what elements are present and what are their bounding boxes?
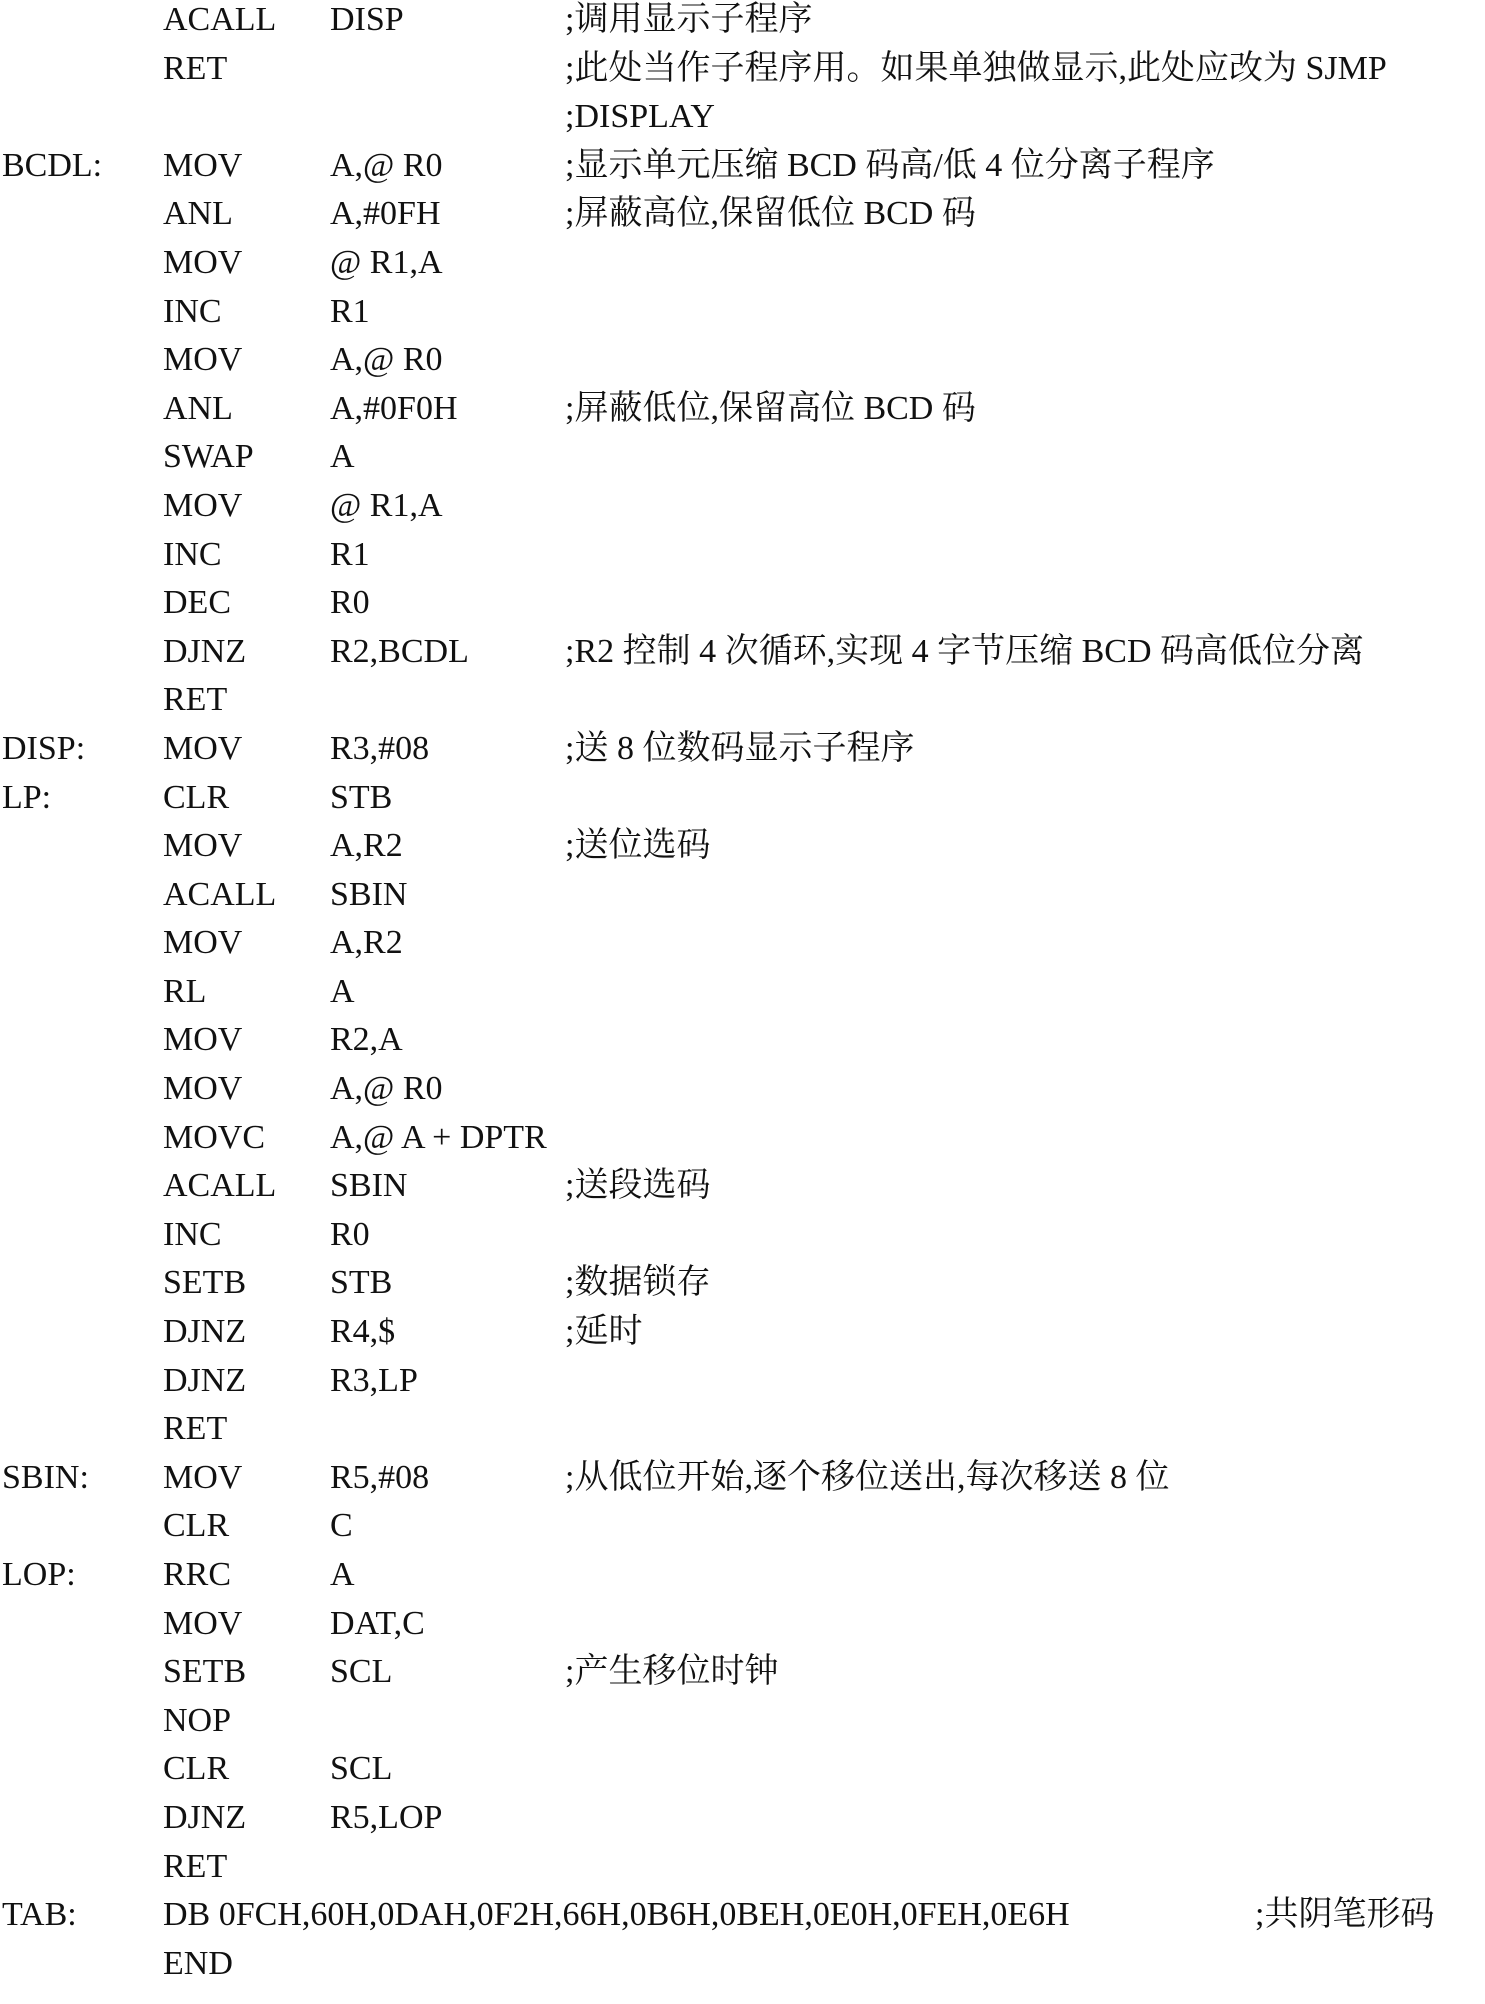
- line-operand: A: [330, 1556, 355, 1593]
- line-operand: R3,#08: [330, 729, 430, 767]
- line-operand: R5,#08: [330, 1458, 430, 1496]
- line-opcode: MOV: [163, 1458, 243, 1496]
- code-line: [0, 1361, 1485, 1410]
- code-line: [0, 1847, 1485, 1896]
- line-operand: A,@ A + DPTR: [330, 1118, 547, 1156]
- code-line: [0, 875, 1485, 924]
- line-opcode: MOVC: [163, 1118, 266, 1156]
- line-opcode: CLR: [163, 1507, 230, 1545]
- line-operand: SCL: [330, 1750, 393, 1788]
- line-opcode: MOV: [163, 341, 243, 379]
- code-line: [0, 729, 1485, 778]
- code-line: [0, 1749, 1485, 1798]
- code-line: [0, 826, 1485, 875]
- line-opcode: INC: [163, 535, 222, 573]
- code-line: [0, 97, 1485, 146]
- code-line: [0, 1166, 1485, 1215]
- line-opcode: SWAP: [163, 438, 254, 476]
- line-label: SBIN:: [2, 1458, 89, 1496]
- code-line: [0, 1944, 1485, 1993]
- code-line: [0, 146, 1485, 195]
- line-opcode: DB 0FCH,60H,0DAH,0F2H,66H,0B6H,0BEH,0E0H,0FEH,0E6H: [163, 1896, 1070, 1934]
- line-operand: DAT,C: [330, 1604, 425, 1642]
- line-comment: ;R2 控制 4 次循环,实现 4 字节压缩 BCD 码高低位分离: [565, 632, 1365, 670]
- line-opcode: RRC: [163, 1556, 232, 1593]
- code-line: [0, 49, 1485, 98]
- line-operand: A,@ R0: [330, 146, 443, 184]
- line-operand: A: [330, 438, 355, 476]
- line-opcode: RET: [163, 49, 228, 87]
- line-operand: DISP: [330, 1, 404, 38]
- code-line: [0, 1506, 1485, 1555]
- line-opcode: DJNZ: [163, 1798, 247, 1836]
- code-line: [0, 535, 1485, 584]
- code-line: [0, 486, 1485, 535]
- line-opcode: MOV: [163, 243, 243, 281]
- code-line: [0, 1555, 1485, 1604]
- code-line: [0, 1701, 1485, 1750]
- code-line: [0, 1118, 1485, 1167]
- code-line: [0, 1604, 1485, 1653]
- line-comment: ;屏蔽高位,保留低位 BCD 码: [565, 195, 976, 233]
- line-opcode: MOV: [163, 729, 243, 767]
- line-comment: ;送位选码: [565, 827, 711, 865]
- line-comment: ;此处当作子程序用。如果单独做显示,此处应改为 SJMP: [565, 49, 1387, 87]
- code-line: [0, 1409, 1485, 1458]
- line-comment: ;共阴笔形码: [1255, 1896, 1435, 1934]
- line-label: LOP:: [2, 1556, 76, 1593]
- line-operand: R5,LOP: [330, 1798, 443, 1836]
- code-line: [0, 243, 1485, 292]
- line-comment: ;屏蔽低位,保留高位 BCD 码: [565, 389, 976, 427]
- line-comment: ;送 8 位数码显示子程序: [565, 729, 915, 767]
- line-comment: ;调用显示子程序: [565, 1, 813, 38]
- code-line: [0, 1798, 1485, 1847]
- line-operand: STB: [330, 778, 393, 816]
- code-line: [0, 340, 1485, 389]
- line-operand: A: [330, 972, 355, 1010]
- line-opcode: SETB: [163, 1264, 247, 1302]
- code-line: [0, 923, 1485, 972]
- line-opcode: DJNZ: [163, 632, 247, 670]
- line-operand: A,@ R0: [330, 341, 443, 379]
- line-opcode: RET: [163, 681, 228, 719]
- code-line: [0, 1263, 1485, 1312]
- line-operand: R0: [330, 584, 370, 622]
- code-line: [0, 1312, 1485, 1361]
- code-line: [0, 583, 1485, 632]
- line-operand: SCL: [330, 1653, 393, 1691]
- code-line: [0, 389, 1485, 438]
- line-opcode: ACALL: [163, 1, 277, 38]
- code-line: [0, 1020, 1485, 1069]
- line-opcode: DJNZ: [163, 1361, 247, 1399]
- line-opcode: DEC: [163, 584, 231, 622]
- code-line: [0, 1215, 1485, 1264]
- line-opcode: ACALL: [163, 875, 277, 913]
- line-operand: R0: [330, 1215, 370, 1253]
- line-comment: ;送段选码: [565, 1167, 711, 1205]
- line-opcode: MOV: [163, 827, 243, 865]
- line-opcode: MOV: [163, 1021, 243, 1059]
- line-comment: ;产生移位时钟: [565, 1653, 779, 1691]
- line-label: TAB:: [2, 1896, 77, 1934]
- line-opcode: CLR: [163, 1750, 230, 1788]
- code-line: [0, 1069, 1485, 1118]
- line-label: LP:: [2, 778, 52, 816]
- line-operand: R2,BCDL: [330, 632, 469, 670]
- line-opcode: INC: [163, 1215, 222, 1253]
- code-line: [0, 632, 1485, 681]
- code-line: [0, 972, 1485, 1021]
- line-comment: ;显示单元压缩 BCD 码高/低 4 位分离子程序: [565, 146, 1215, 184]
- line-opcode: RL: [163, 972, 207, 1010]
- line-comment: ;DISPLAY: [565, 98, 715, 136]
- line-operand: A,#0F0H: [330, 389, 458, 427]
- line-opcode: ACALL: [163, 1167, 277, 1205]
- code-line: [0, 437, 1485, 486]
- code-line: [0, 0, 1485, 49]
- line-operand: STB: [330, 1264, 393, 1302]
- code-line: [0, 1895, 1485, 1944]
- line-operand: R1: [330, 292, 370, 330]
- line-operand: A,R2: [330, 924, 403, 962]
- line-opcode: NOP: [163, 1701, 232, 1739]
- line-opcode: END: [163, 1944, 233, 1982]
- line-opcode: MOV: [163, 1070, 243, 1108]
- line-opcode: MOV: [163, 486, 243, 524]
- line-opcode: ANL: [163, 195, 233, 233]
- line-operand: @ R1,A: [330, 243, 443, 281]
- line-opcode: SETB: [163, 1653, 247, 1691]
- line-comment: ;数据锁存: [565, 1264, 711, 1302]
- line-operand: R2,A: [330, 1021, 403, 1059]
- line-operand: A,@ R0: [330, 1070, 443, 1108]
- line-comment: ;延时: [565, 1313, 643, 1351]
- line-opcode: MOV: [163, 924, 243, 962]
- code-line: [0, 778, 1485, 827]
- line-label: DISP:: [2, 729, 86, 767]
- line-opcode: MOV: [163, 146, 243, 184]
- line-label: BCDL:: [2, 146, 103, 184]
- line-comment: ;从低位开始,逐个移位送出,每次移送 8 位: [565, 1458, 1170, 1496]
- line-operand: SBIN: [330, 875, 408, 913]
- line-operand: A,R2: [330, 827, 403, 865]
- line-operand: R3,LP: [330, 1361, 418, 1399]
- code-line: [0, 680, 1485, 729]
- code-line: [0, 194, 1485, 243]
- line-opcode: INC: [163, 292, 222, 330]
- line-opcode: DJNZ: [163, 1313, 247, 1351]
- code-line: [0, 1652, 1485, 1701]
- line-operand: @ R1,A: [330, 486, 443, 524]
- line-opcode: MOV: [163, 1604, 243, 1642]
- line-operand: R4,$: [330, 1313, 396, 1351]
- line-opcode: RET: [163, 1410, 228, 1448]
- line-operand: R1: [330, 535, 370, 573]
- line-opcode: RET: [163, 1847, 228, 1885]
- line-opcode: ANL: [163, 389, 233, 427]
- line-operand: C: [330, 1507, 353, 1545]
- line-operand: SBIN: [330, 1167, 408, 1205]
- code-line: [0, 292, 1485, 341]
- line-operand: A,#0FH: [330, 195, 441, 233]
- line-opcode: CLR: [163, 778, 230, 816]
- code-line: [0, 1458, 1485, 1507]
